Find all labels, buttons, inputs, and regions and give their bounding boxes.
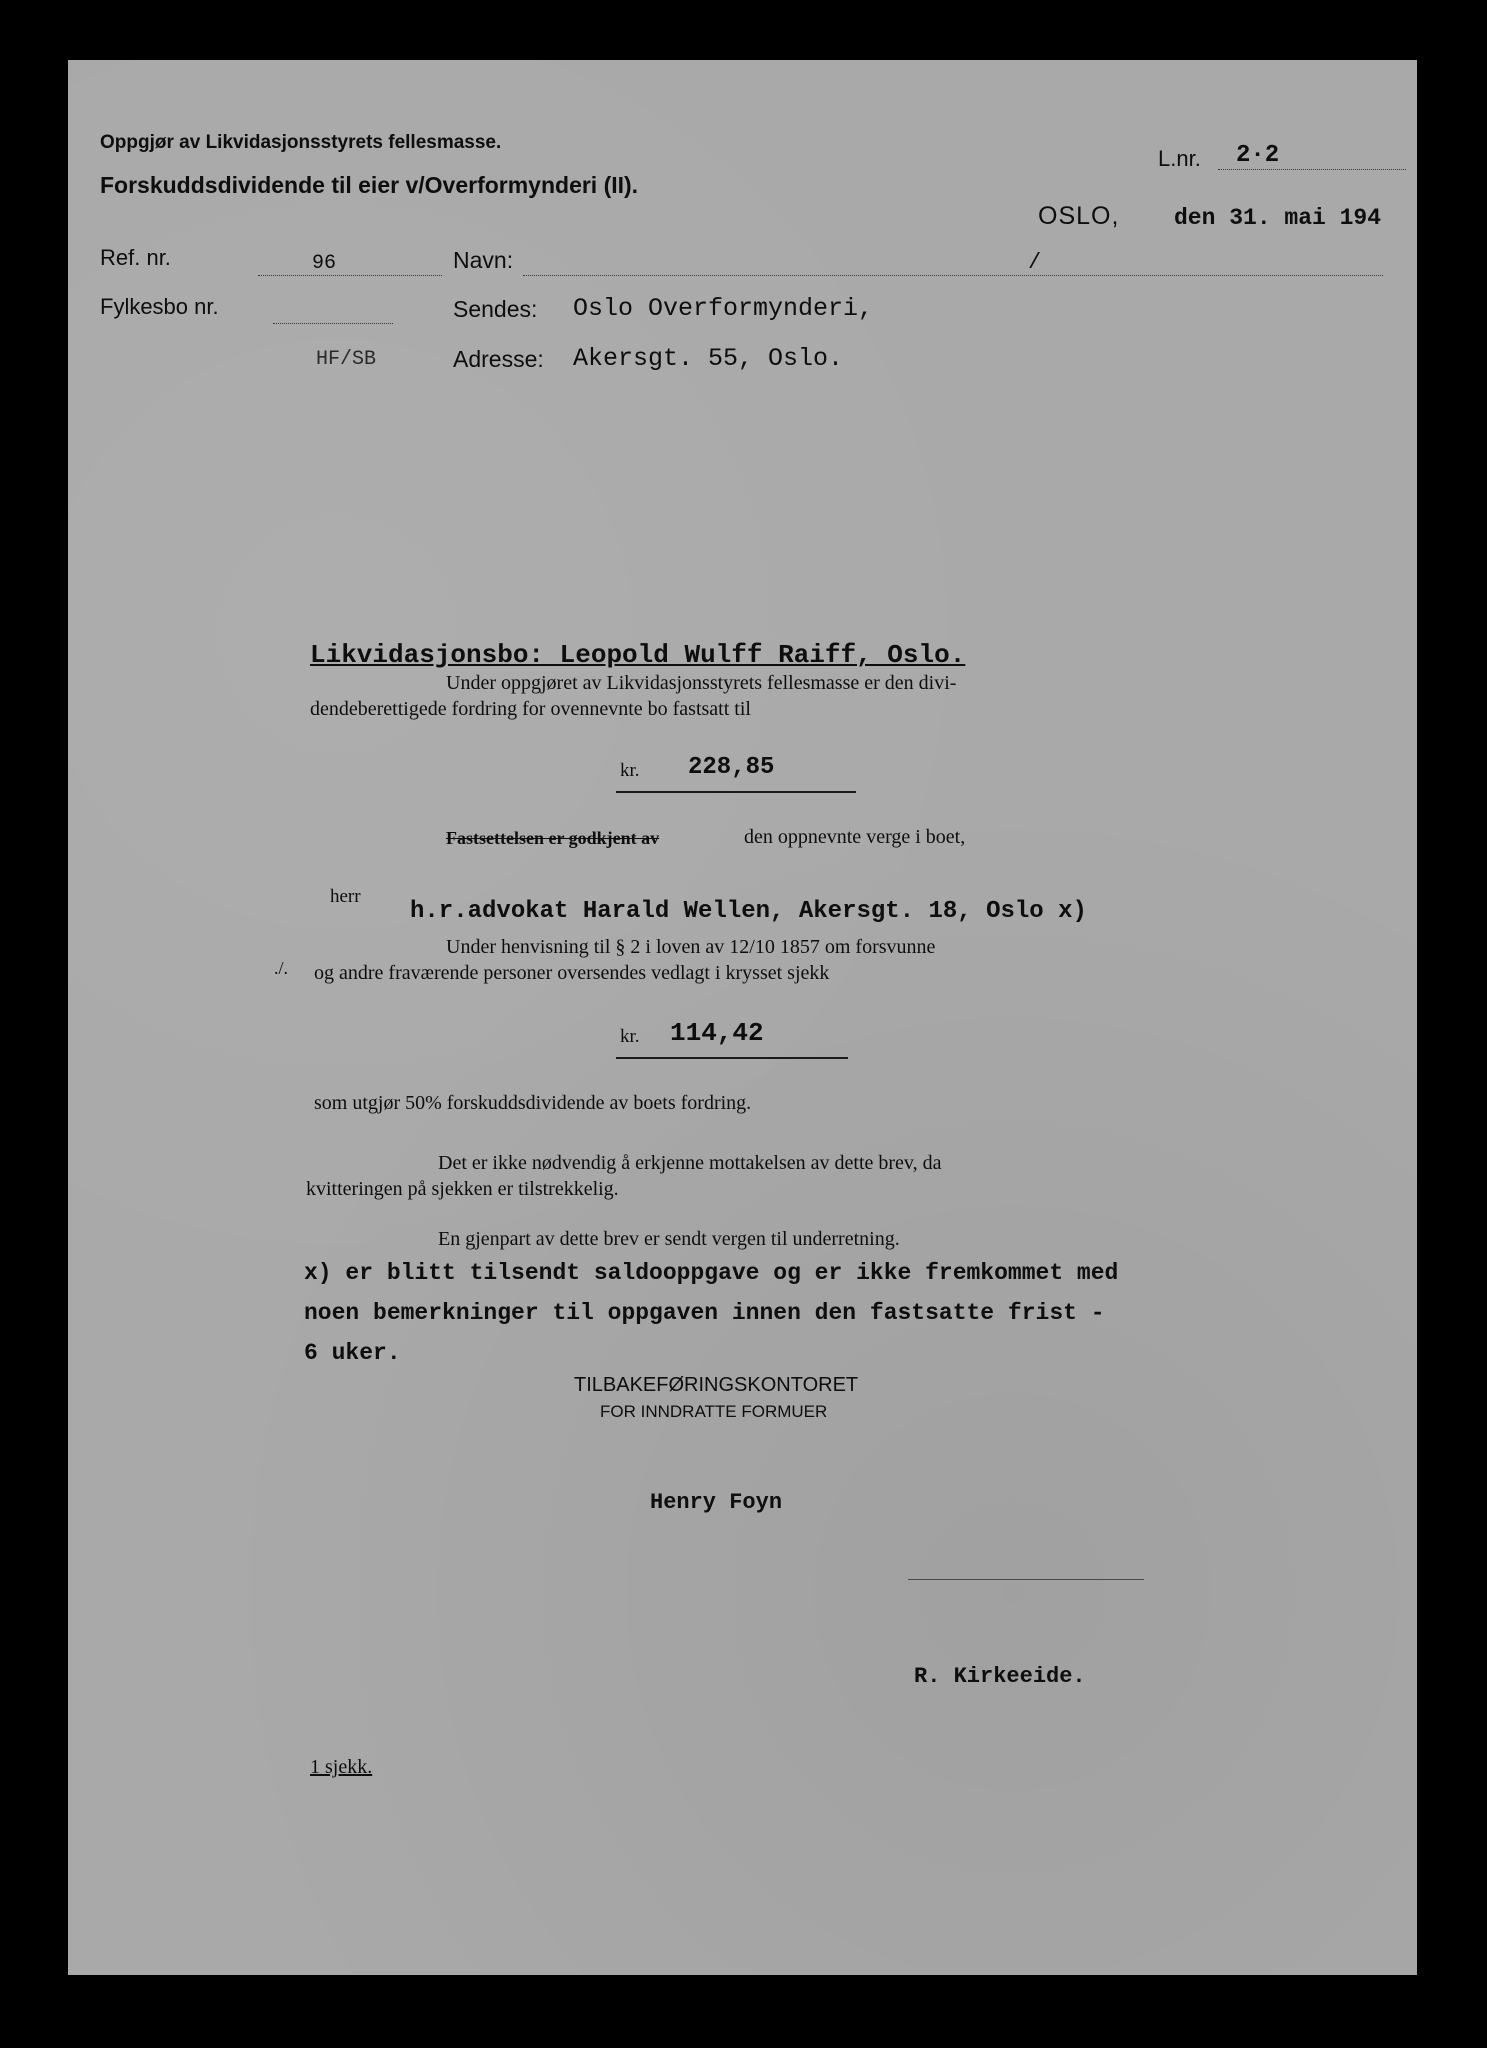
kr-label-1: kr.	[620, 760, 640, 781]
lnr-value: 2·2	[1218, 142, 1406, 170]
amount-check-underline	[616, 1056, 848, 1059]
header-line1: Oppgjør av Likvidasjonsstyrets fellesmasse.	[100, 132, 502, 153]
amount-fixed-underline	[616, 790, 856, 793]
para2-line2: og andre fraværende personer oversendes vedlagt i krysset sjekk	[314, 962, 830, 984]
header-line2: Forskuddsdividende til eier v/Overformynderi (II).	[100, 172, 639, 198]
sendes-label: Sendes:	[453, 296, 538, 322]
fylkesbo-label: Fylkesbo nr.	[100, 294, 219, 319]
place-label: OSLO,	[1038, 202, 1120, 230]
para2-line1: Under henvisning til § 2 i loven av 12/10 1857 om forsvunne	[446, 936, 936, 958]
para1-line1: Under oppgjøret av Likvidasjonsstyrets fellesmasse er den divi-	[446, 672, 957, 694]
note-line2: noen bemerkninger til oppgaven innen den fastsatte frist -	[304, 1300, 1105, 1326]
para5: En gjenpart av dette brev er sendt vergen til underretning.	[438, 1228, 900, 1250]
enclosure: 1 sjekk.	[310, 1756, 373, 1778]
note-line1: x) er blitt tilsendt saldooppgave og er ikke fremkommet med	[304, 1260, 1119, 1286]
office-line2: FOR INNDRATTE FORMUER	[600, 1402, 828, 1421]
document-page	[68, 60, 1417, 1975]
signer-kirkeeide: R. Kirkeeide.	[914, 1664, 1086, 1689]
note-line3: 6 uker.	[304, 1340, 401, 1366]
navn-label: Navn:	[453, 247, 514, 273]
estate-title: Likvidasjonsbo: Leopold Wulff Raiff, Oslo.	[310, 640, 966, 670]
lnr-label: L.nr.	[1158, 146, 1201, 171]
fylkesbo-value	[273, 322, 393, 324]
guardian-name: h.r.advokat Harald Wellen, Akersgt. 18, Oslo x)	[410, 898, 1087, 925]
signer-henry-foyn: Henry Foyn	[650, 1490, 783, 1515]
initials: HF/SB	[316, 348, 377, 371]
office-line1: TILBAKEFØRINGSKONTORET	[574, 1374, 859, 1396]
amount-fixed: 228,85	[688, 754, 775, 781]
fixed-by-text: den oppnevnte verge i boet,	[744, 826, 966, 848]
ref-value: 96	[258, 252, 442, 276]
ref-label: Ref. nr.	[100, 245, 171, 270]
navn-value	[523, 245, 1383, 276]
herr-label: herr	[330, 886, 361, 907]
kr-label-2: kr.	[620, 1026, 640, 1047]
para3: som utgjør 50% forskuddsdividende av boets fordring.	[314, 1092, 752, 1114]
margin-mark: ./.	[274, 958, 289, 978]
para4-line2: kvitteringen på sjekken er tilstrekkelig.	[306, 1178, 619, 1200]
adresse-label: Adresse:	[453, 346, 544, 372]
para4-line1: Det er ikke nødvendig å erkjenne mottakelsen av dette brev, da	[438, 1152, 942, 1174]
amount-check: 114,42	[670, 1018, 764, 1048]
fixed-by-struck: Fastsettelsen er godkjent av	[446, 828, 660, 848]
sendes-value: Oslo Overformynderi,	[573, 294, 874, 323]
para1-line2: dendeberettigede fordring for ovennevnte bo fastsatt til	[310, 698, 751, 720]
adresse-value: Akersgt. 55, Oslo.	[573, 344, 844, 373]
letter-date: den 31. mai 194	[1174, 205, 1382, 231]
signature-line	[908, 1578, 1144, 1580]
navn-tick: /	[1028, 250, 1042, 275]
